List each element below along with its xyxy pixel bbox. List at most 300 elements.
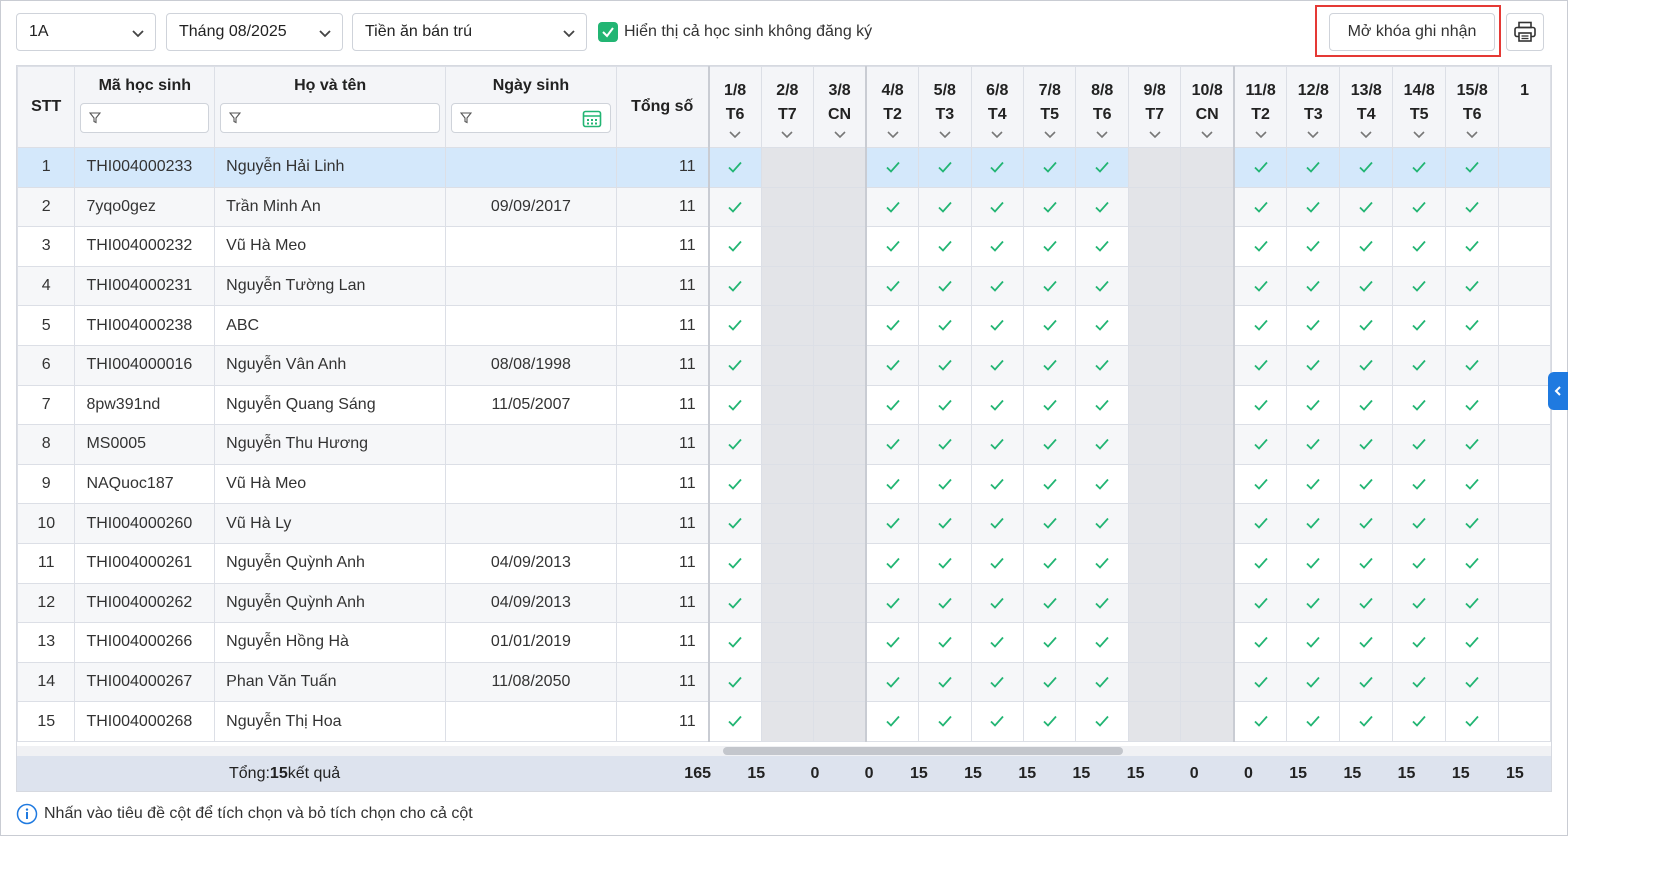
cell-day-10[interactable] (1181, 662, 1234, 702)
cell-day-10[interactable] (1181, 345, 1234, 385)
cell-day-4[interactable] (866, 227, 918, 267)
cell-day-11[interactable] (1234, 227, 1287, 267)
check-icon (1358, 437, 1374, 451)
cell-day-1[interactable] (709, 227, 761, 267)
cell-day-4[interactable] (866, 148, 918, 188)
cell-day-13[interactable] (1340, 385, 1393, 425)
cell-day-2[interactable] (761, 543, 813, 583)
cell-day-5[interactable] (919, 623, 971, 663)
horizontal-scrollbar-thumb[interactable] (723, 747, 1123, 755)
cell-day-1[interactable] (709, 385, 761, 425)
cell-day-10[interactable] (1181, 425, 1234, 465)
cell-day-4[interactable] (866, 702, 918, 742)
cell-day-6[interactable] (971, 227, 1023, 267)
cell-day-16[interactable] (1499, 306, 1551, 346)
cell-day-2[interactable] (761, 345, 813, 385)
cell-day-15[interactable] (1446, 623, 1499, 663)
cell-day-12[interactable] (1287, 464, 1340, 504)
cell-day-9[interactable] (1128, 345, 1180, 385)
cell-day-13[interactable] (1340, 504, 1393, 544)
cell-day-14[interactable] (1393, 266, 1446, 306)
cell-day-3[interactable] (814, 385, 867, 425)
check-icon (989, 596, 1005, 610)
cell-day-8[interactable] (1076, 306, 1128, 346)
cell-day-8[interactable] (1076, 148, 1128, 188)
cell-day-13[interactable] (1340, 148, 1393, 188)
cell-day-14[interactable] (1393, 583, 1446, 623)
cell-day-12[interactable] (1287, 187, 1340, 227)
cell-day-13[interactable] (1340, 543, 1393, 583)
cell-day-7[interactable] (1024, 266, 1076, 306)
cell-day-3[interactable] (814, 306, 867, 346)
cell-day-16[interactable] (1499, 583, 1551, 623)
cell-day-1[interactable] (709, 583, 761, 623)
cell-day-14[interactable] (1393, 148, 1446, 188)
cell-day-3[interactable] (814, 583, 867, 623)
cell-day-1[interactable] (709, 702, 761, 742)
cell-day-9[interactable] (1128, 662, 1180, 702)
cell-day-2[interactable] (761, 306, 813, 346)
cell-day-1[interactable] (709, 543, 761, 583)
header-day-3[interactable] (814, 67, 867, 148)
cell-day-1[interactable] (709, 662, 761, 702)
cell-day-8[interactable] (1076, 543, 1128, 583)
cell-day-8[interactable] (1076, 662, 1128, 702)
cell-day-5[interactable] (919, 148, 971, 188)
name-filter-input[interactable] (220, 103, 440, 133)
cell-day-3[interactable] (814, 187, 867, 227)
cell-day-10[interactable] (1181, 464, 1234, 504)
check-icon (1305, 596, 1321, 610)
cell-day-3[interactable] (814, 702, 867, 742)
cell-day-11[interactable] (1234, 543, 1287, 583)
cell-day-4[interactable] (866, 187, 918, 227)
cell-day-15[interactable] (1446, 662, 1499, 702)
cell-day-14[interactable] (1393, 306, 1446, 346)
cell-day-9[interactable] (1128, 385, 1180, 425)
cell-day-16[interactable] (1499, 702, 1551, 742)
cell-day-8[interactable] (1076, 345, 1128, 385)
cell-day-5[interactable] (919, 662, 971, 702)
cell-day-4[interactable] (866, 266, 918, 306)
cell-day-6[interactable] (971, 187, 1023, 227)
cell-day-4[interactable] (866, 543, 918, 583)
month-select[interactable] (166, 13, 343, 51)
cell-day-9[interactable] (1128, 227, 1180, 267)
cell-day-5[interactable] (919, 385, 971, 425)
check-icon (1253, 596, 1269, 610)
cell-day-15[interactable] (1446, 148, 1499, 188)
cell-day-10[interactable] (1181, 385, 1234, 425)
cell-day-4[interactable] (866, 504, 918, 544)
unlock-button[interactable]: Mở khóa ghi nhận (1329, 13, 1495, 51)
cell-day-2[interactable] (761, 504, 813, 544)
cell-day-12[interactable] (1287, 583, 1340, 623)
dob-filter-input[interactable] (451, 103, 611, 133)
cell-day-4[interactable] (866, 306, 918, 346)
cell-day-11[interactable] (1234, 266, 1287, 306)
cell-day-3[interactable] (814, 662, 867, 702)
cell-day-11[interactable] (1234, 504, 1287, 544)
cell-day-11[interactable] (1234, 148, 1287, 188)
cell-day-15[interactable] (1446, 266, 1499, 306)
cell-day-7[interactable] (1024, 464, 1076, 504)
cell-day-5[interactable] (919, 306, 971, 346)
cell-day-12[interactable] (1287, 543, 1340, 583)
cell-day-8[interactable] (1076, 464, 1128, 504)
table-row[interactable] (18, 385, 1551, 425)
cell-day-14[interactable] (1393, 702, 1446, 742)
cell-day-11[interactable] (1234, 662, 1287, 702)
cell-day-5[interactable] (919, 702, 971, 742)
cell-day-13[interactable] (1340, 583, 1393, 623)
cell-day-2[interactable] (761, 583, 813, 623)
cell-day-2[interactable] (761, 227, 813, 267)
cell-day-9[interactable] (1128, 504, 1180, 544)
cell-day-14[interactable] (1393, 623, 1446, 663)
cell-day-9[interactable] (1128, 583, 1180, 623)
cell-day-6[interactable] (971, 148, 1023, 188)
cell-day-16[interactable] (1499, 425, 1551, 465)
cell-day-15[interactable] (1446, 504, 1499, 544)
cell-day-15[interactable] (1446, 385, 1499, 425)
cell-day-3[interactable] (814, 148, 867, 188)
cell-day-16[interactable] (1499, 623, 1551, 663)
header-day-5[interactable] (919, 67, 971, 148)
cell-day-14[interactable] (1393, 345, 1446, 385)
cell-day-6[interactable] (971, 702, 1023, 742)
cell-day-14[interactable] (1393, 187, 1446, 227)
cell-day-8[interactable] (1076, 385, 1128, 425)
cell-day-5[interactable] (919, 504, 971, 544)
footer-summary (217, 756, 629, 792)
cell-day-2[interactable] (761, 702, 813, 742)
cell-day-5[interactable] (919, 583, 971, 623)
cell-day-4[interactable] (866, 345, 918, 385)
cell-day-3[interactable] (814, 425, 867, 465)
cell-day-8[interactable] (1076, 266, 1128, 306)
cell-day-10[interactable] (1181, 187, 1234, 227)
cell-day-7[interactable] (1024, 623, 1076, 663)
code-filter-input[interactable] (80, 103, 209, 133)
cell-day-14[interactable] (1393, 464, 1446, 504)
cell-day-11[interactable] (1234, 425, 1287, 465)
cell-day-13[interactable] (1340, 266, 1393, 306)
cell-day-9[interactable] (1128, 148, 1180, 188)
cell-day-10[interactable] (1181, 227, 1234, 267)
cell-day-7[interactable] (1024, 662, 1076, 702)
header-day-16[interactable] (1499, 67, 1551, 148)
table-row[interactable] (18, 543, 1551, 583)
cell-day-2[interactable] (761, 266, 813, 306)
cell-day-2[interactable] (761, 623, 813, 663)
cell-day-12[interactable] (1287, 345, 1340, 385)
day-weekday: T5 (1409, 106, 1429, 123)
cell-day-9[interactable] (1128, 623, 1180, 663)
cell-day-11[interactable] (1234, 583, 1287, 623)
cell-day-10[interactable] (1181, 702, 1234, 742)
cell-day-7[interactable] (1024, 385, 1076, 425)
cell-day-5[interactable] (919, 187, 971, 227)
cell-day-8[interactable] (1076, 623, 1128, 663)
cell-day-15[interactable] (1446, 345, 1499, 385)
cell-day-7[interactable] (1024, 543, 1076, 583)
cell-day-13[interactable] (1340, 623, 1393, 663)
header-day-11[interactable] (1234, 67, 1287, 148)
cell-day-4[interactable] (866, 464, 918, 504)
cell-day-13[interactable] (1340, 702, 1393, 742)
cell-day-1[interactable] (709, 266, 761, 306)
cell-day-3[interactable] (814, 543, 867, 583)
show-unregistered-toggle[interactable] (598, 13, 872, 51)
show-unregistered-checkbox[interactable] (598, 22, 618, 42)
cell-day-6[interactable] (971, 583, 1023, 623)
cell-day-16[interactable] (1499, 187, 1551, 227)
cell-day-5[interactable] (919, 543, 971, 583)
cell-day-14[interactable] (1393, 385, 1446, 425)
cell-day-14[interactable] (1393, 425, 1446, 465)
table-row[interactable] (18, 266, 1551, 306)
cell-day-10[interactable] (1181, 266, 1234, 306)
table-row[interactable] (18, 425, 1551, 465)
table-row[interactable] (18, 464, 1551, 504)
table-row[interactable] (18, 148, 1551, 188)
cell-day-16[interactable] (1499, 227, 1551, 267)
fee-select-value: Tiền ăn bán trú (365, 23, 473, 40)
cell-day-16[interactable] (1499, 464, 1551, 504)
cell-day-15[interactable] (1446, 702, 1499, 742)
cell-day-16[interactable] (1499, 504, 1551, 544)
cell-day-6[interactable] (971, 623, 1023, 663)
cell-day-12[interactable] (1287, 148, 1340, 188)
check-icon (1358, 398, 1374, 412)
header-day-1[interactable] (709, 67, 761, 148)
cell-day-6[interactable] (971, 504, 1023, 544)
cell-day-7[interactable] (1024, 583, 1076, 623)
table-row[interactable] (18, 583, 1551, 623)
cell-day-3[interactable] (814, 345, 867, 385)
cell-day-13[interactable] (1340, 187, 1393, 227)
check-icon (1411, 556, 1427, 570)
table-row[interactable] (18, 227, 1551, 267)
cell-day-11[interactable] (1234, 306, 1287, 346)
cell-day-14[interactable] (1393, 543, 1446, 583)
cell-day-15[interactable] (1446, 543, 1499, 583)
cell-day-5[interactable] (919, 464, 971, 504)
cell-day-6[interactable] (971, 662, 1023, 702)
cell-day-11[interactable] (1234, 385, 1287, 425)
cell-day-11[interactable] (1234, 623, 1287, 663)
cell-day-16[interactable] (1499, 345, 1551, 385)
cell-day-10[interactable] (1181, 504, 1234, 544)
cell-day-8[interactable] (1076, 702, 1128, 742)
print-button[interactable] (1506, 13, 1544, 51)
cell-day-6[interactable] (971, 385, 1023, 425)
check-icon (937, 477, 953, 491)
cell-day-12[interactable] (1287, 266, 1340, 306)
cell-day-12[interactable] (1287, 662, 1340, 702)
cell-day-9[interactable] (1128, 543, 1180, 583)
cell-day-1[interactable] (709, 425, 761, 465)
header-day-14[interactable] (1393, 67, 1446, 148)
cell-day-15[interactable] (1446, 464, 1499, 504)
cell-day-10[interactable] (1181, 306, 1234, 346)
cell-day-14[interactable] (1393, 662, 1446, 702)
cell-day-14[interactable] (1393, 504, 1446, 544)
fee-select[interactable] (352, 13, 587, 51)
cell-day-7[interactable] (1024, 504, 1076, 544)
table-row[interactable] (18, 187, 1551, 227)
cell-day-16[interactable] (1499, 662, 1551, 702)
cell-day-12[interactable] (1287, 227, 1340, 267)
calendar-icon[interactable] (582, 109, 602, 128)
cell-day-10[interactable] (1181, 543, 1234, 583)
cell-day-3[interactable] (814, 464, 867, 504)
cell-day-9[interactable] (1128, 425, 1180, 465)
header-day-6[interactable] (971, 67, 1023, 148)
table-row[interactable] (18, 504, 1551, 544)
cell-day-3[interactable] (814, 504, 867, 544)
cell-day-6[interactable] (971, 425, 1023, 465)
cell-code: THI004000016 (75, 345, 215, 385)
cell-day-13[interactable] (1340, 345, 1393, 385)
cell-day-1[interactable] (709, 345, 761, 385)
cell-day-7[interactable] (1024, 425, 1076, 465)
cell-day-1[interactable] (709, 623, 761, 663)
cell-day-4[interactable] (866, 583, 918, 623)
cell-day-3[interactable] (814, 227, 867, 267)
cell-day-11[interactable] (1234, 345, 1287, 385)
cell-day-1[interactable] (709, 148, 761, 188)
cell-day-13[interactable] (1340, 306, 1393, 346)
cell-day-11[interactable] (1234, 464, 1287, 504)
cell-day-1[interactable] (709, 504, 761, 544)
header-day-15[interactable] (1446, 67, 1499, 148)
cell-day-4[interactable] (866, 385, 918, 425)
cell-day-8[interactable] (1076, 425, 1128, 465)
cell-day-5[interactable] (919, 345, 971, 385)
header-day-13[interactable] (1340, 67, 1393, 148)
cell-day-11[interactable] (1234, 187, 1287, 227)
check-icon (1253, 556, 1269, 570)
cell-day-2[interactable] (761, 662, 813, 702)
cell-day-16[interactable] (1499, 543, 1551, 583)
cell-day-10[interactable] (1181, 623, 1234, 663)
cell-day-3[interactable] (814, 623, 867, 663)
table-row[interactable] (18, 662, 1551, 702)
header-day-8[interactable] (1076, 67, 1128, 148)
cell-day-2[interactable] (761, 425, 813, 465)
cell-day-9[interactable] (1128, 306, 1180, 346)
cell-day-6[interactable] (971, 543, 1023, 583)
table-row[interactable] (18, 702, 1551, 742)
cell-day-12[interactable] (1287, 702, 1340, 742)
cell-day-13[interactable] (1340, 662, 1393, 702)
header-day-9[interactable] (1128, 67, 1180, 148)
cell-day-15[interactable] (1446, 227, 1499, 267)
cell-day-9[interactable] (1128, 702, 1180, 742)
footer-day-total: 15 (747, 765, 766, 782)
cell-day-13[interactable] (1340, 464, 1393, 504)
cell-day-3[interactable] (814, 266, 867, 306)
table-row[interactable] (18, 345, 1551, 385)
cell-day-12[interactable] (1287, 385, 1340, 425)
cell-day-12[interactable] (1287, 425, 1340, 465)
cell-day-15[interactable] (1446, 425, 1499, 465)
cell-day-7[interactable] (1024, 187, 1076, 227)
cell-day-12[interactable] (1287, 306, 1340, 346)
cell-day-4[interactable] (866, 623, 918, 663)
cell-day-13[interactable] (1340, 227, 1393, 267)
cell-day-15[interactable] (1446, 306, 1499, 346)
cell-day-15[interactable] (1446, 583, 1499, 623)
cell-day-6[interactable] (971, 306, 1023, 346)
check-icon (1305, 675, 1321, 689)
cell-day-9[interactable] (1128, 464, 1180, 504)
cell-day-12[interactable] (1287, 623, 1340, 663)
cell-day-7[interactable] (1024, 148, 1076, 188)
cell-day-6[interactable] (971, 266, 1023, 306)
table-row[interactable] (18, 306, 1551, 346)
cell-day-9[interactable] (1128, 266, 1180, 306)
cell-day-4[interactable] (866, 662, 918, 702)
header-day-4[interactable] (866, 67, 918, 148)
cell-day-10[interactable] (1181, 148, 1234, 188)
cell-day-1[interactable] (709, 187, 761, 227)
cell-dob (446, 306, 617, 346)
cell-day-8[interactable] (1076, 583, 1128, 623)
cell-day-1[interactable] (709, 306, 761, 346)
cell-day-10[interactable] (1181, 583, 1234, 623)
cell-day-8[interactable] (1076, 504, 1128, 544)
cell-day-7[interactable] (1024, 306, 1076, 346)
cell-day-15[interactable] (1446, 187, 1499, 227)
cell-day-4[interactable] (866, 425, 918, 465)
cell-day-16[interactable] (1499, 148, 1551, 188)
cell-day-2[interactable] (761, 385, 813, 425)
cell-day-8[interactable] (1076, 187, 1128, 227)
class-select[interactable] (16, 13, 156, 51)
cell-day-14[interactable] (1393, 227, 1446, 267)
header-day-2[interactable] (761, 67, 813, 148)
cell-day-2[interactable] (761, 148, 813, 188)
cell-day-2[interactable] (761, 464, 813, 504)
cell-day-5[interactable] (919, 227, 971, 267)
header-day-12[interactable] (1287, 67, 1340, 148)
cell-day-7[interactable] (1024, 227, 1076, 267)
check-icon (1253, 398, 1269, 412)
header-day-7[interactable] (1024, 67, 1076, 148)
cell-day-13[interactable] (1340, 425, 1393, 465)
cell-day-5[interactable] (919, 425, 971, 465)
cell-day-12[interactable] (1287, 504, 1340, 544)
cell-day-6[interactable] (971, 345, 1023, 385)
side-panel-toggle[interactable] (1548, 372, 1568, 410)
cell-day-6[interactable] (971, 464, 1023, 504)
cell-day-2[interactable] (761, 187, 813, 227)
cell-day-1[interactable] (709, 464, 761, 504)
cell-day-9[interactable] (1128, 187, 1180, 227)
cell-day-7[interactable] (1024, 702, 1076, 742)
cell-day-16[interactable] (1499, 266, 1551, 306)
cell-day-5[interactable] (919, 266, 971, 306)
cell-day-11[interactable] (1234, 702, 1287, 742)
header-day-10[interactable] (1181, 67, 1234, 148)
cell-day-16[interactable] (1499, 385, 1551, 425)
cell-day-7[interactable] (1024, 345, 1076, 385)
table-row[interactable] (18, 623, 1551, 663)
cell-day-8[interactable] (1076, 227, 1128, 267)
